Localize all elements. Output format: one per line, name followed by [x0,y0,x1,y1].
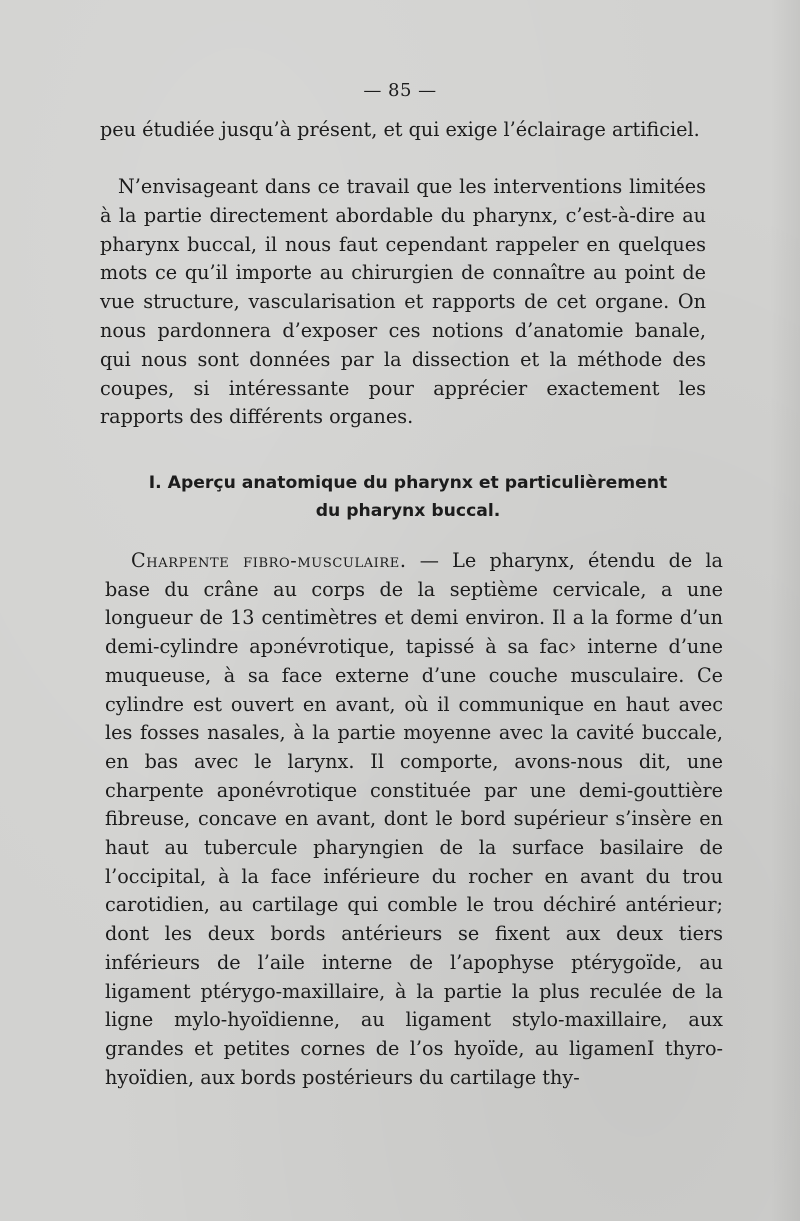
paragraph-lead-smallcaps: Charpente fibro-musculaire. [131,549,407,572]
paragraph-charpente [105,547,723,1092]
page-edge-shadow [770,0,800,1221]
section-heading-line1: I. Aperçu anatomique du pharynx et particulièrement [148,473,668,493]
paragraph-intro [100,173,706,432]
paragraph-intro-text: N’envisageant dans ce travail que les interventions limitées à la partie directement abordable du pharynx, c’est-à-dire au pharynx buccal, il nous faut cependant rappeler en quelques mots ce qu’il importe au chirurgien de connaître au point de vue structure, vascularisation et rapports de cet organe. On nous pardonnera d’exposer ces notions d’anatomie banale, qui nous sont données par la dissection et la méthode des coupes, si intéressante pour apprécier exactement les rapports des différents organes. [100,175,706,429]
paragraph-continuation: peu étudiée jusqu’à présent, et qui exige l’éclairage artificiel. [100,118,700,141]
paragraph-charpente-text: — Le pharynx, étendu de la base du crâne au corps de la septième cervicale, a une longueur de 13 centimètres et demi environ. Il a la forme d’un demi-cylindre apɔnévrotique, tapissé à sa fac› interne d’une muqueuse, à sa face externe d’une couche musculaire. Ce cylindre est ouvert en avant, où il communique en haut avec les fosses nasales, à la partie moyenne avec la cavité buccale, en bas avec le larynx. Il comporte, avons-nous dit, une charpente aponévrotique constituée par une demi-gouttière fibreuse, concave en avant, dont le bord supérieur s’insère en haut au tubercule pharyngien de la surface basilaire de l’occipital, à la face inférieure du rocher en avant du trou carotidien, au cartilage qui comble le trou déchiré antérieur; dont les deux bords antérieurs se fixent aux deux tiers inférieurs de l’aile interne de l’apophyse ptérygoïde, au ligament ptérygo-maxillaire, à la partie la plus reculée de la ligne mylo-hyoïdienne, au ligament stylo-maxillaire, aux grandes et petites cornes de l’os hyoïde, au ligamenI thyro-hyoïdien, aux bords postérieurs du cartilage thy- [105,549,723,1089]
section-heading [108,469,708,525]
page-number: — 85 — [363,80,437,101]
section-heading-line2: du pharynx buccal. [315,501,501,521]
